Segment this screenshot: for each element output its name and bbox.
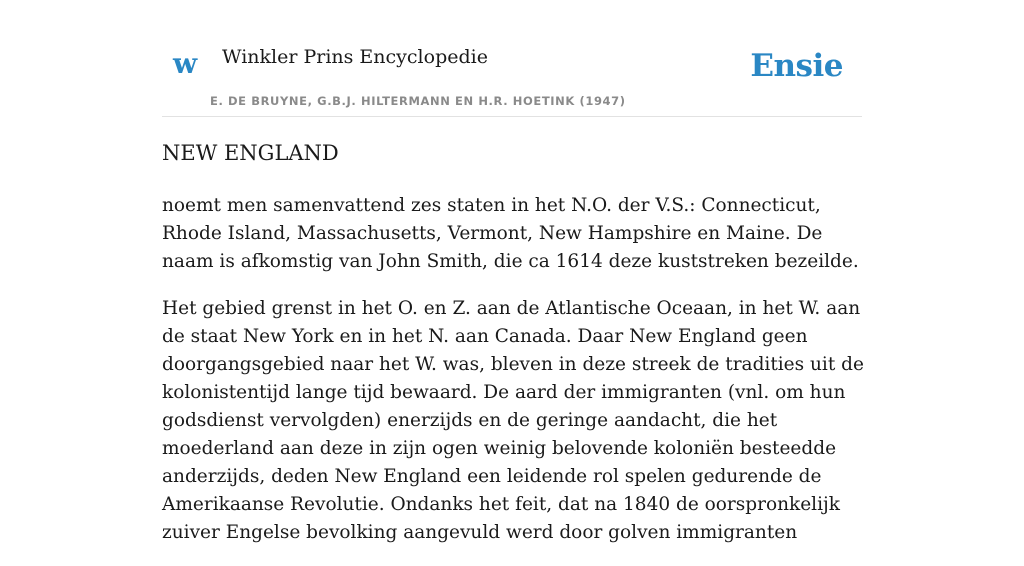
brand-logo[interactable]: Ensie xyxy=(750,48,843,84)
article-body xyxy=(162,192,867,566)
source-header xyxy=(162,36,862,117)
source-title[interactable]: Winkler Prins Encyclopedie xyxy=(222,46,488,68)
source-logo[interactable]: w xyxy=(173,47,198,80)
article-paragraph: Het gebied grenst in het O. en Z. aan de Atlantische Oceaan, in het W. aan de staat New York en in het N. aan Canada. Daar New England geen doorgangsgebied naar het W. was, bleven in deze streek de tradities uit de kolonistentijd lange tijd bewaard. De aard der immigranten (vnl. om hun godsdienst vervolgden) enerzijds en de geringe aandacht, die het moederland aan deze in zijn ogen weinig belovende koloniën besteedde anderzijds, deden New England een leidende rol spelen gedurende de Amerikaanse Revolutie. Ondanks het feit, dat na 1840 de oorspronkelijk zuiver Engelse bevolking aangevuld werd door golven immigranten xyxy=(162,298,864,543)
article-title: NEW ENGLAND xyxy=(162,141,339,165)
source-authors: E. DE BRUYNE, G.B.J. HILTERMANN EN H.R. HOETINK (1947) xyxy=(210,94,626,108)
article-paragraph: noemt men samenvattend zes staten in het N.O. der V.S.: Connecticut, Rhode Island, Massachusetts, Vermont, New Hampshire en Maine. De naam is afkomstig van John Smith, die ca 1614 deze kuststreken bezeilde. xyxy=(162,195,859,272)
